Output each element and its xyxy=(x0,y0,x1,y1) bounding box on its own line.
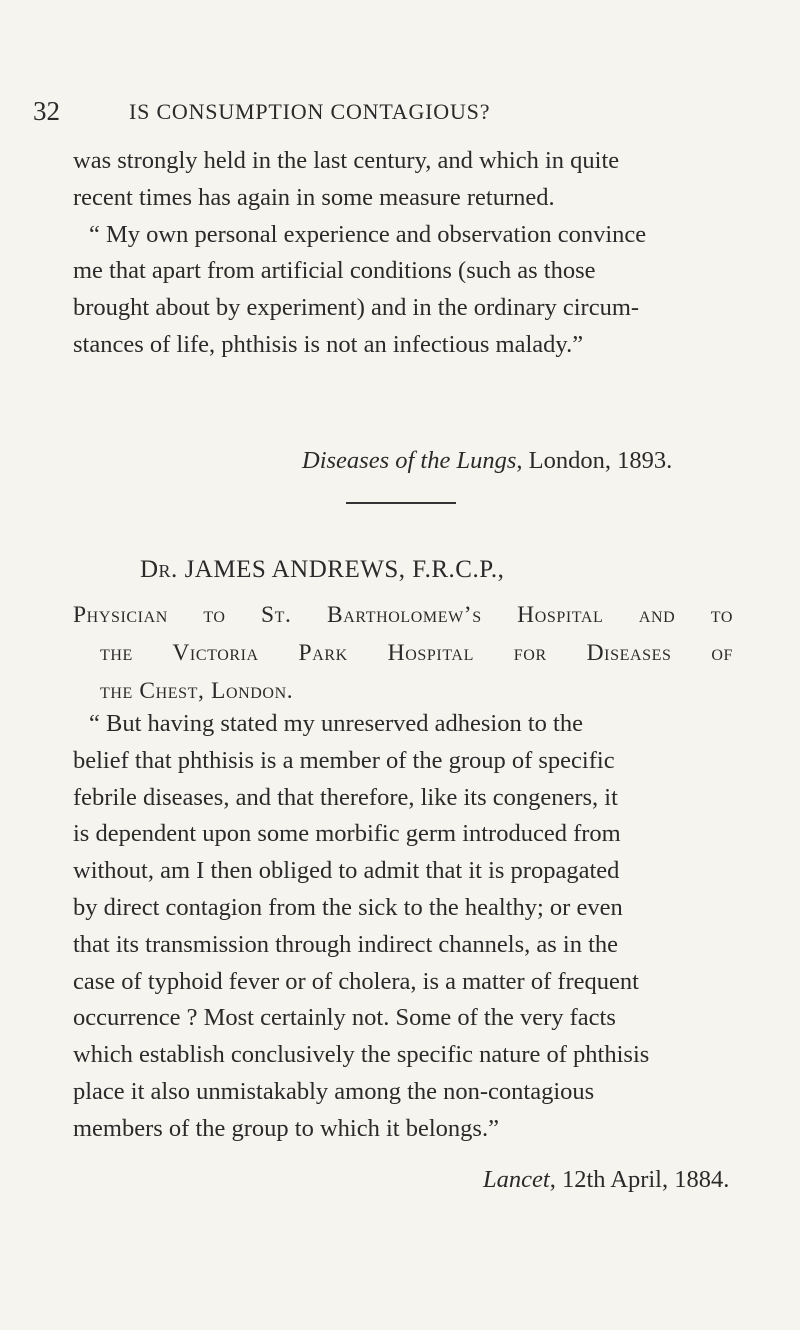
author-name: JAMES ANDREWS, F.R.C.P., xyxy=(184,556,505,583)
quote-line: which establish conclusively the specific nature of phthisis xyxy=(73,1041,650,1069)
text-line: recent times has again in some measure returned. xyxy=(73,183,555,211)
citation-1 xyxy=(302,447,672,475)
quote-line: belief that phthisis is a member of the group of specific xyxy=(73,746,615,774)
quote-line: case of typhoid fever or of cholera, is a matter of frequent xyxy=(73,967,639,995)
running-head xyxy=(33,96,760,136)
citation-details: , London, 1893. xyxy=(516,447,673,474)
text-line: was strongly held in the last century, and which in quite xyxy=(73,147,620,174)
quote-line: place it also unmistakably among the non-contagious xyxy=(73,1077,595,1105)
passage-2 xyxy=(73,706,733,1148)
affiliation-line: the Victoria Park Hospital for Diseases of xyxy=(100,640,733,666)
citation-2 xyxy=(483,1166,729,1194)
citation-title: Lancet xyxy=(483,1166,550,1193)
author-affiliation xyxy=(73,596,733,710)
quote-line: febrile diseases, and that therefore, like its congeners, it xyxy=(73,783,618,811)
quote-line: “ My own personal experience and observation convince xyxy=(89,220,647,248)
quote-line: members of the group to which it belongs.” xyxy=(73,1114,499,1142)
running-head-title: IS CONSUMPTION CONTAGIOUS? xyxy=(129,99,491,124)
quote-line: “ But having stated my unreserved adhesion to the xyxy=(89,710,583,737)
quote-line: brought about by experiment) and in the ordinary circum- xyxy=(73,294,640,322)
affiliation-line: the Chest, London. xyxy=(100,678,294,704)
section-divider xyxy=(346,502,456,504)
quote-line: that its transmission through indirect channels, as in the xyxy=(73,930,619,958)
author-prefix: Dr. xyxy=(140,556,178,583)
passage-1 xyxy=(73,143,733,364)
affiliation-line: Physician to St. Bartholomew’s Hospital and to xyxy=(73,602,733,628)
quote-line: by direct contagion from the sick to the healthy; or even xyxy=(73,893,623,921)
quote-line: occurrence ? Most certainly not. Some of the very facts xyxy=(73,1004,616,1032)
citation-title: Diseases of the Lungs xyxy=(302,447,517,474)
quote-line: without, am I then obliged to admit that it is propagated xyxy=(73,857,620,885)
page-number: 32 xyxy=(33,96,60,126)
quote-line: is dependent upon some morbific germ introduced from xyxy=(73,820,621,848)
citation-details: , 12th April, 1884. xyxy=(549,1166,730,1193)
quote-line: me that apart from artificial conditions (such as those xyxy=(73,257,596,285)
quote-line: stances of life, phthisis is not an infectious malady.” xyxy=(73,330,584,358)
author-heading xyxy=(140,556,504,584)
